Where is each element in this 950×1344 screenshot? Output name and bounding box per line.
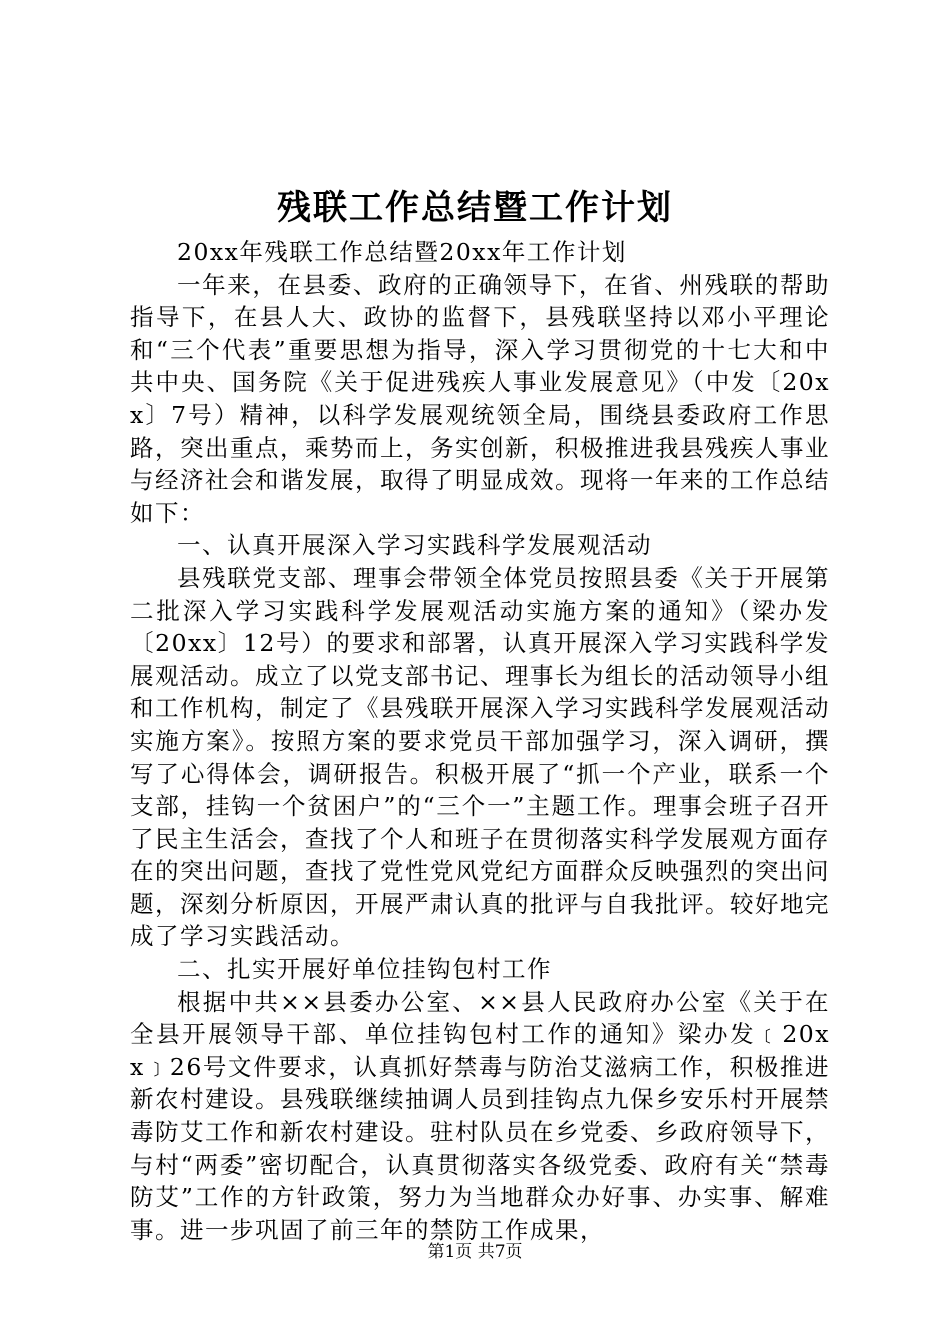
page-footer: 第1页 共7页 (427, 1242, 523, 1262)
document-title: 残联工作总结暨工作计划 (277, 188, 673, 228)
section-heading-1: 一、认真开展深入学习实践科学发展观活动 (177, 531, 652, 560)
intro-paragraph: 一年来，在县委、政府的正确领导下，在省、州残联的帮助指导下，在县人大、政协的监督下，县残联坚持以邓小平理论和“三个代表”重要思想为指导，深入学习贯彻党的十七大和中共中央、国务院《关于促进残疾人事业发展意见》（中发〔20xx〕7号）精神，以科学发展观统领全局，围绕县委政府工作思路，突出重点，乘势而上，务实创新，积极推进我县残疾人事业与经济社会和谐发展，取得了明显成效。现将一年来的工作总结如下： (130, 270, 830, 527)
subtitle-paragraph: 20xx年残联工作总结暨20xx年工作计划 (177, 238, 627, 266)
section-paragraph-2: 根据中共××县委办公室、××县人民政府办公室《关于在全县开展领导干部、单位挂钩包村工作的通知》梁办发﹝20xx﹞26号文件要求，认真抓好禁毒与防治艾滋病工作，积极推进新农村建设。县残联继续抽调人员到挂钩点九保乡安乐村开展禁毒防艾工作和新农村建设。驻村队员在乡党委、乡政府领导下，与村“两委”密切配合，认真贯彻落实各级党委、政府有关“禁毒防艾”工作的方针政策，努力为当地群众办好事、办实事、解难事。进一步巩固了前三年的禁防工作成果， (130, 987, 830, 1244)
section-heading-2: 二、扎实开展好单位挂钩包村工作 (177, 955, 552, 984)
document-body (130, 236, 830, 1246)
section-paragraph-1: 县残联党支部、理事会带领全体党员按照县委《关于开展第二批深入学习实践科学发展观活动实施方案的通知》（梁办发〔20xx〕12号）的要求和部署，认真开展深入学习实践科学发展观活动。成立了以党支部书记、理事长为组长的活动领导小组和工作机构，制定了《县残联开展深入学习实践科学发展观活动实施方案》。按照方案的要求党员干部加强学习，深入调研，撰写了心得体会，调研报告。积极开展了“抓一个产业，联系一个支部，挂钩一个贫困户”的“三个一”主题工作。理事会班子召开了民主生活会，查找了个人和班子在贯彻落实科学发展观方面存在的突出问题，查找了党性党风党纪方面群众反映强烈的突出问题，深刻分析原因，开展严肃认真的批评与自我批评。较好地完成了学习实践活动。 (130, 563, 830, 951)
